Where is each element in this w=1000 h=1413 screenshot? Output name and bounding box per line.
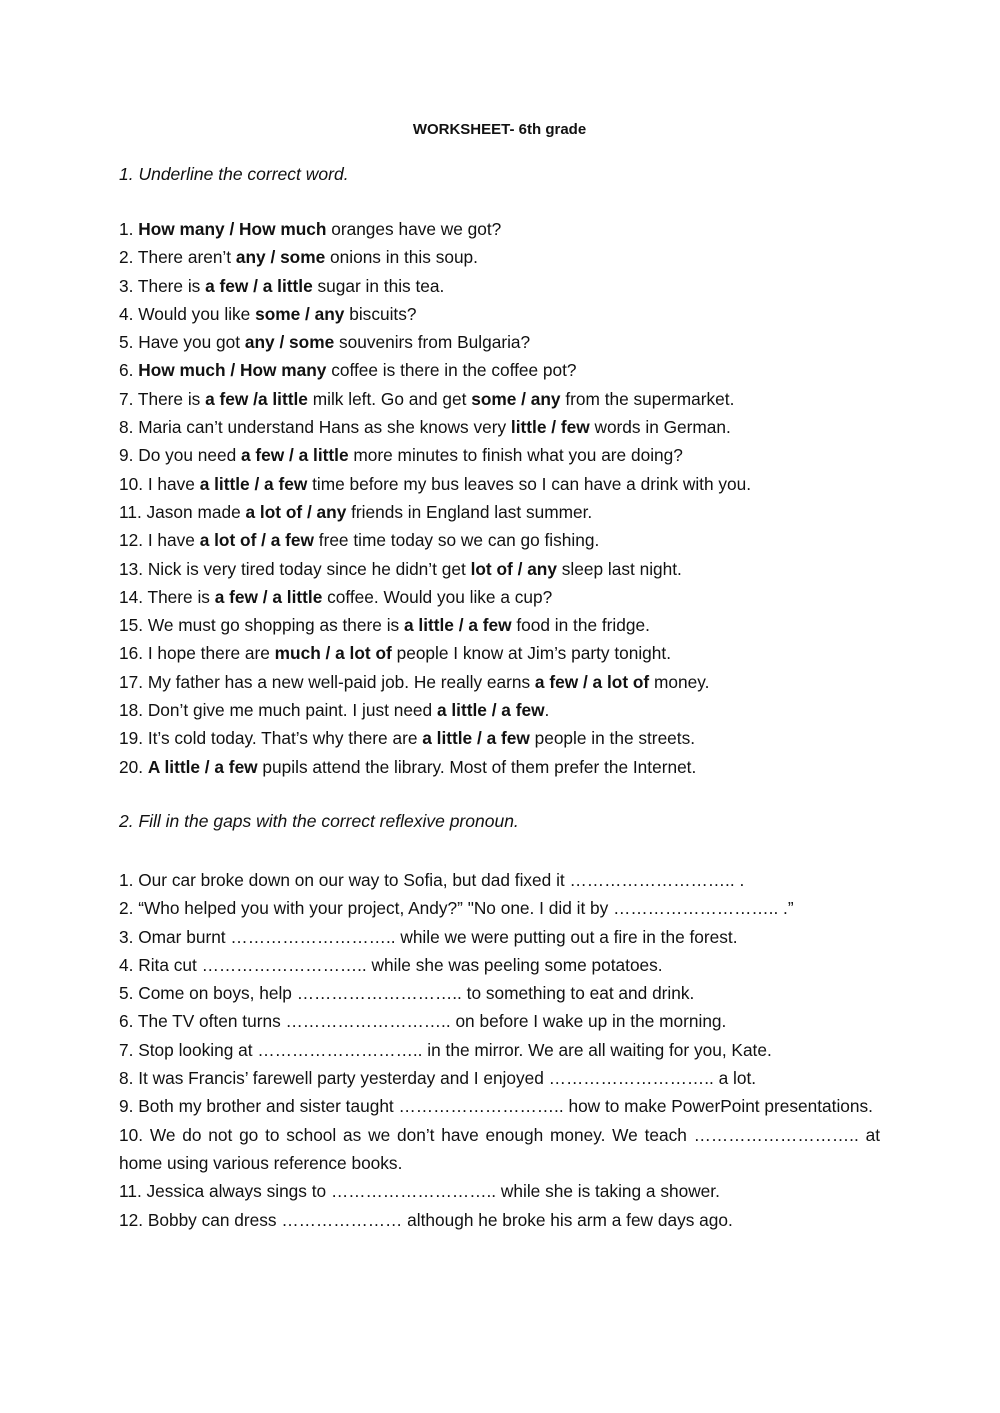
answer-choices[interactable]: a few / a little (241, 445, 349, 466)
answer-choices[interactable]: a few / a little (214, 586, 323, 607)
exercise2-item: 2. “Who helped you with your project, Andy?” "No one. I did it by ……………………….. .” (119, 898, 794, 919)
sentence-text: free time today so we can go fishing. (313, 530, 600, 551)
sentence-text: people I know at Jim’s party tonight. (391, 643, 672, 664)
answer-choices[interactable]: little / few (510, 417, 590, 438)
exercise1-item (119, 215, 880, 243)
sentence-text: sugar in this tea. (312, 275, 445, 296)
exercise1-item (119, 696, 880, 724)
answer-choices[interactable]: any / some (244, 332, 335, 353)
answer-choices[interactable]: lot of / any (470, 558, 557, 579)
exercise1-item (119, 243, 880, 271)
sentence-text: 5. Have you got (119, 332, 245, 353)
section2-heading: 2. Fill in the gaps with the correct reflexive pronoun. (119, 811, 519, 831)
sentence-text: people in the streets. (529, 728, 696, 749)
answer-choices[interactable]: a little / a few (422, 728, 530, 749)
exercise2-item: 3. Omar burnt ……………………….. while we were putting out a fire in the forest. (119, 926, 738, 947)
sentence-text: 20. (119, 756, 148, 777)
section1-heading: 1. Underline the correct word. (119, 164, 349, 184)
exercise2-item: 8. It was Francis’ farewell party yesterday and I enjoyed ……………………….. a lot. (119, 1068, 757, 1089)
sentence-text: onions in this soup. (325, 247, 478, 268)
sentence-text: coffee is there in the coffee pot? (326, 360, 577, 381)
sentence-text: food in the fridge. (511, 615, 650, 636)
sentence-text: money. (649, 671, 710, 692)
sentence-text: souvenirs from Bulgaria? (334, 332, 531, 353)
exercise2-item: 9. Both my brother and sister taught ……………………….. how to make PowerPoint presentations. (119, 1096, 873, 1117)
sentence-text: 1. (119, 219, 139, 239)
sentence-text: 9. Do you need (119, 445, 242, 466)
exercise1-item (119, 583, 880, 611)
sentence-text: 17. My father has a new well-paid job. He really earns (119, 671, 535, 692)
sentence-text: 19. It’s cold today. That’s why there are (119, 728, 423, 749)
exercise1-item (119, 300, 880, 328)
sentence-text: 2. There aren’t (119, 247, 236, 268)
answer-choices[interactable]: A little / a few (147, 756, 258, 777)
answer-choices[interactable]: much / a lot of (274, 643, 392, 664)
sentence-text: 14. There is (119, 586, 215, 607)
sentence-text: 16. I hope there are (119, 643, 275, 664)
answer-choices[interactable]: any / some (235, 247, 326, 268)
exercise2-item: 4. Rita cut ……………………….. while she was peeling some potatoes. (119, 954, 663, 975)
answer-choices[interactable]: How many / How much (138, 219, 327, 239)
exercise1-item (119, 441, 880, 469)
answer-choices[interactable]: a lot of / a few (199, 530, 314, 551)
answer-choices[interactable]: a few / a lot of (534, 671, 650, 692)
sentence-text: 18. Don’t give me much paint. I just need (119, 700, 437, 721)
sentence-text: 7. There is (119, 388, 206, 409)
exercise2-item: 11. Jessica always sings to ……………………….. while she is taking a shower. (119, 1181, 720, 1202)
exercise1-item (119, 724, 880, 752)
exercise1-item (119, 753, 880, 781)
sentence-text: 6. (119, 360, 139, 381)
sentence-text: sleep last night. (556, 558, 682, 579)
sentence-text: from the supermarket. (560, 388, 735, 409)
sentence-text: 11. Jason made (119, 501, 246, 522)
sentence-text: more minutes to finish what you are doing? (348, 445, 683, 466)
answer-choices[interactable]: a little / a few (403, 615, 512, 636)
section1-list (119, 215, 880, 781)
exercise1-item (119, 498, 880, 526)
sentence-text: 12. I have (119, 530, 200, 551)
exercise2-item: 6. The TV often turns ……………………….. on before I wake up in the morning. (119, 1011, 727, 1032)
exercise1-item (119, 668, 880, 696)
answer-choices[interactable]: How much / How many (138, 360, 327, 381)
sentence-text: oranges have we got? (326, 219, 502, 239)
section2-list (119, 866, 880, 1234)
answer-choices[interactable]: a few /a little (205, 388, 308, 409)
sentence-text: 13. Nick is very tired today since he didn’t get (119, 558, 471, 579)
exercise1-item (119, 526, 880, 554)
sentence-text: 15. We must go shopping as there is (119, 615, 404, 636)
answer-choices[interactable]: a little / a few (199, 473, 308, 494)
exercise1-item (119, 356, 880, 384)
exercise2-item: 12. Bobby can dress ………………… although he broke his arm a few days ago. (119, 1209, 733, 1230)
exercise2-item: 10. We do not go to school as we don’t have enough money. We teach ……………………….. at home using various reference books. (119, 1124, 880, 1173)
answer-choices[interactable]: a few / a little (205, 275, 313, 296)
answer-choices[interactable]: some / any (471, 388, 561, 409)
exercise1-item (119, 328, 880, 356)
sentence-text: 4. Would you like (119, 303, 256, 324)
sentence-text: friends in England last summer. (346, 501, 593, 522)
exercise1-item (119, 413, 880, 441)
exercise2-item: 7. Stop looking at ……………………….. in the mirror. We are all waiting for you, Kate. (119, 1039, 772, 1060)
exercise1-item (119, 611, 880, 639)
sentence-text: 3. There is (119, 275, 206, 296)
sentence-text: milk left. Go and get (307, 388, 472, 409)
page-title: WORKSHEET- 6th grade (412, 121, 587, 138)
answer-choices[interactable]: a lot of / any (245, 501, 347, 522)
sentence-text: biscuits? (344, 303, 417, 324)
sentence-text: 8. Maria can’t understand Hans as she knows very (119, 417, 511, 438)
sentence-text: 10. I have (119, 473, 200, 494)
sentence-text: coffee. Would you like a cup? (322, 586, 553, 607)
exercise1-item (119, 555, 880, 583)
exercise1-item (119, 272, 880, 300)
sentence-text: . (544, 700, 550, 721)
exercise2-item: 5. Come on boys, help ……………………….. to something to eat and drink. (119, 983, 695, 1004)
answer-choices[interactable]: some / any (255, 303, 345, 324)
exercise1-item (119, 639, 880, 667)
sentence-text: words in German. (589, 417, 731, 438)
sentence-text: pupils attend the library. Most of them prefer the Internet. (257, 756, 697, 777)
sentence-text: time before my bus leaves so I can have a drink with you. (307, 473, 752, 494)
exercise1-item (119, 385, 880, 413)
exercise1-item (119, 470, 880, 498)
answer-choices[interactable]: a little / a few (436, 700, 545, 721)
exercise2-item: 1. Our car broke down on our way to Sofia, but dad fixed it ……………………….. . (119, 870, 745, 890)
